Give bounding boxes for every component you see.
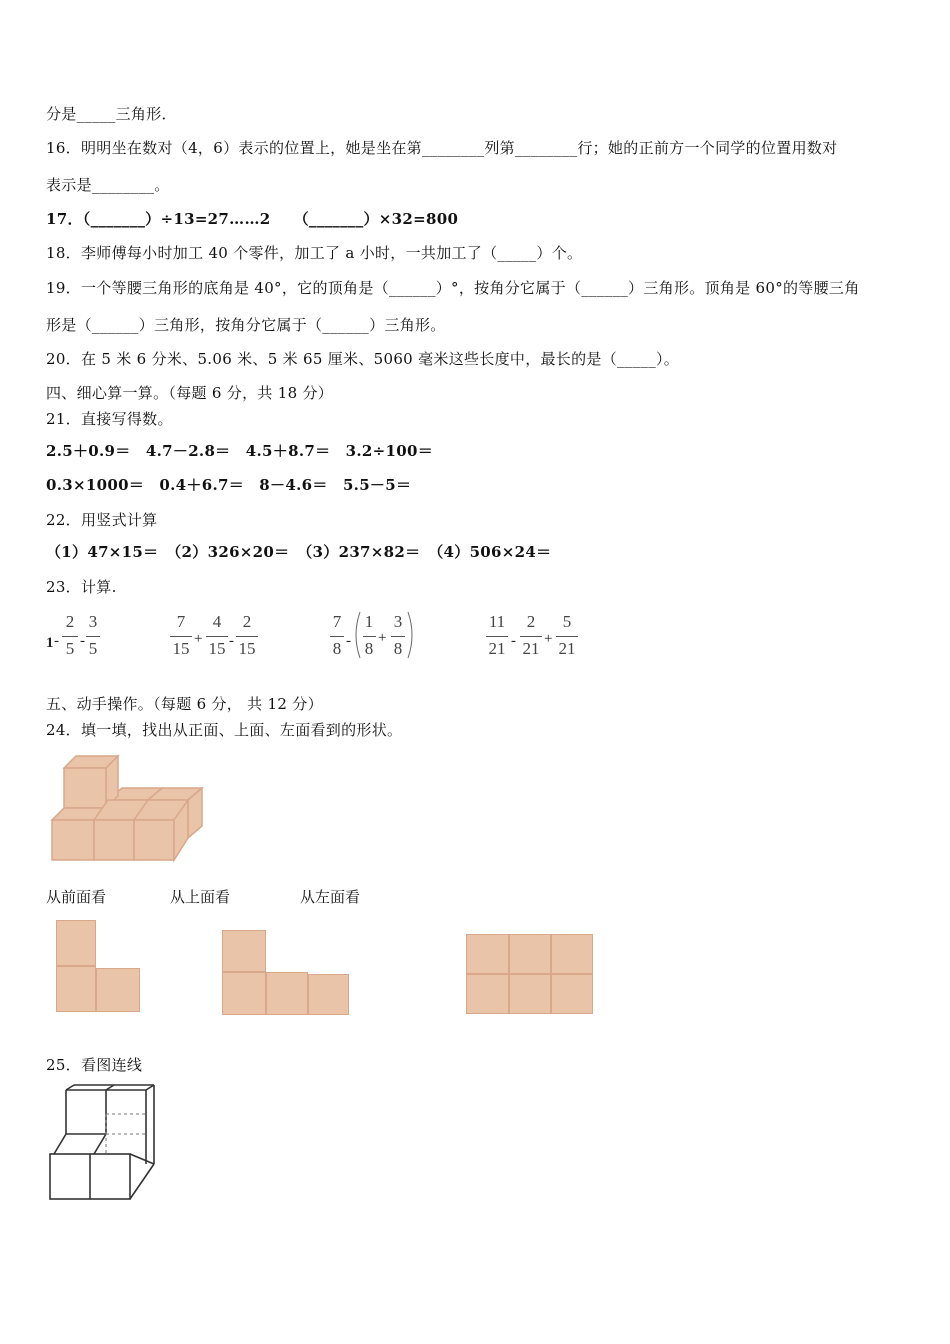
square-tile — [551, 974, 593, 1014]
question-18: 18．李师傅每小时加工 40 个零件，加工了 a 小时，一共加工了（_____）个。 — [46, 244, 583, 262]
line-15-tail: 分是_____三角形． — [46, 105, 177, 123]
square-tile — [266, 972, 308, 1015]
square-tile — [466, 934, 509, 974]
square-tile — [509, 974, 551, 1014]
fraction-expression-4: 11 21 - 2 21 + 5 21 — [484, 612, 594, 662]
square-tile — [222, 930, 266, 972]
section-5-heading: 五、动手操作。（每题 6 分， 共 12 分） — [46, 695, 323, 713]
question-21: 21．直接写得数。 — [46, 410, 173, 428]
front-view-figure — [56, 920, 146, 1015]
view-label-left: 从左面看 — [300, 888, 361, 906]
square-tile — [56, 920, 96, 966]
cube-solid-figure — [50, 752, 210, 864]
square-tile — [222, 972, 266, 1015]
question-19-cont: 形是（______）三角形，按角分它属于（______）三角形。 — [46, 316, 446, 334]
square-tile — [96, 968, 140, 1012]
q22-row: （1）47×15＝ （2）326×20＝ （3）237×82＝ （4）506×24＝ — [46, 543, 552, 561]
cube-line-drawing — [46, 1084, 166, 1204]
question-23: 23．计算. — [46, 578, 117, 596]
square-tile — [466, 974, 509, 1014]
top-view-figure — [222, 930, 352, 1020]
question-16-cont: 表示是________。 — [46, 176, 170, 194]
square-tile — [509, 934, 551, 974]
left-view-figure — [466, 934, 596, 1016]
question-20: 20．在 5 米 6 分米、5.06 米、5 米 65 厘米、5060 毫米这些长度中，最长的是（_____）。 — [46, 350, 680, 368]
fraction-expression-2: 7 15 + 4 15 - 2 15 — [168, 612, 278, 662]
fraction-expression-1: 1 - 2 5 - 3 5 — [46, 612, 126, 662]
question-17: 17．（_______）÷13=27……2 （_______）×32=800 — [46, 210, 459, 228]
square-tile — [551, 934, 593, 974]
q21-row-1: 2.5＋0.9＝ 4.7－2.8＝ 4.5＋8.7＝ 3.2÷100＝ — [46, 442, 434, 460]
section-4-heading: 四、细心算一算。（每题 6 分，共 18 分） — [46, 384, 334, 402]
view-label-front: 从前面看 — [46, 888, 107, 906]
square-tile — [308, 974, 349, 1015]
question-24: 24．填一填，找出从正面、上面、左面看到的形状。 — [46, 721, 403, 739]
question-22: 22．用竖式计算 — [46, 511, 158, 529]
q21-row-2: 0.3×1000＝ 0.4＋6.7＝ 8－4.6＝ 5.5－5＝ — [46, 476, 412, 494]
question-25: 25．看图连线 — [46, 1056, 143, 1074]
fraction-expression-3: 7 8 - 1 8 + 3 8 — [326, 608, 426, 662]
question-16: 16．明明坐在数对（4，6）表示的位置上，她是坐在第________列第________行；她的正前方一个同学的位置用数对 — [46, 139, 838, 157]
question-19: 19．一个等腰三角形的底角是 40°，它的顶角是（______）°，按角分它属于（______）三角形。顶角是 60°的等腰三角 — [46, 279, 860, 297]
view-label-top: 从上面看 — [170, 888, 231, 906]
square-tile — [56, 966, 96, 1012]
